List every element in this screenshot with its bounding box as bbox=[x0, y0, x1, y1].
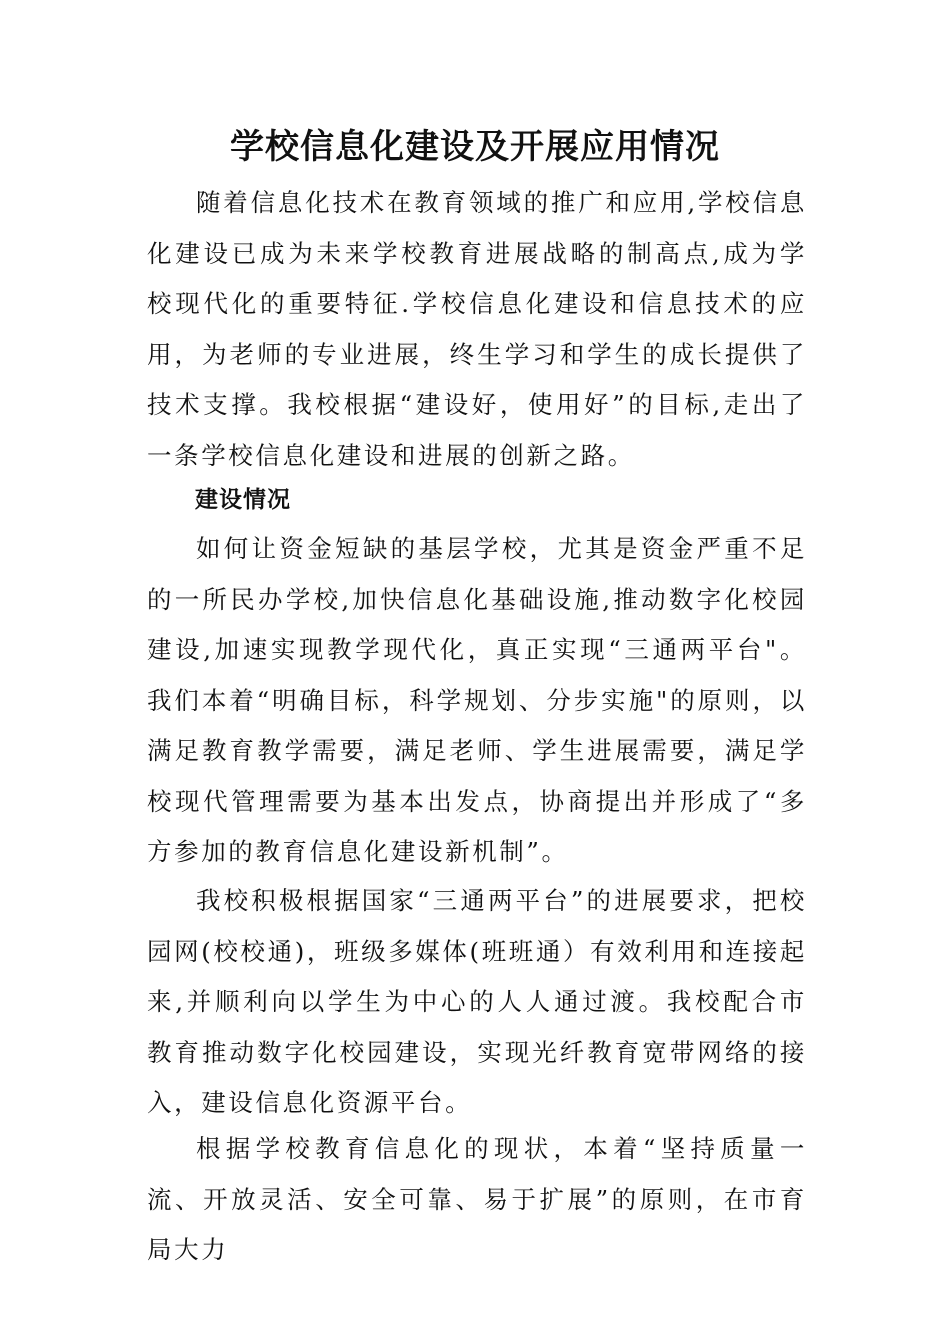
intro-paragraph: 随着信息化技术在教育领域的推广和应用,学校信息化建设已成为未来学校教育进展战略的制高点,成为学校现代化的重要特征.学校信息化建设和信息技术的应用，为老师的专业进展，终生学习和学生的成长提供了技术支撑。我校根据“建设好，使用好”的目标,走出了一条学校信息化建设和进展的创新之路。 bbox=[147, 188, 807, 470]
section-paragraph-3: 根据学校教育信息化的现状，本着“坚持质量一流、开放灵活、安全可靠、易于扩展”的原则，在市育局大力 bbox=[147, 1134, 807, 1264]
section-heading: 建设情况 bbox=[195, 487, 291, 513]
section-paragraph-1: 如何让资金短缺的基层学校，尤其是资金严重不足的一所民办学校,加快信息化基础设施,推动数字化校园建设,加速实现教学现代化，真正实现“三通两平台"。我们本着“明确目标，科学规划、分步实施"的原则，以满足教育教学需要，满足老师、学生进展需要，满足学校现代管理需要为基本出发点，协商提出并形成了“多方参加的教育信息化建设新机制”。 bbox=[147, 534, 807, 866]
section-paragraph-2: 我校积极根据国家“三通两平台”的进展要求，把校园网(校校通)，班级多媒体(班班通）有效利用和连接起来,并顺利向以学生为中心的人人通过渡。我校配合市教育推动数字化校园建设，实现光纤教育宽带网络的接入，建设信息化资源平台。 bbox=[147, 886, 807, 1117]
document-title: 学校信息化建设及开展应用情况 bbox=[230, 127, 720, 167]
